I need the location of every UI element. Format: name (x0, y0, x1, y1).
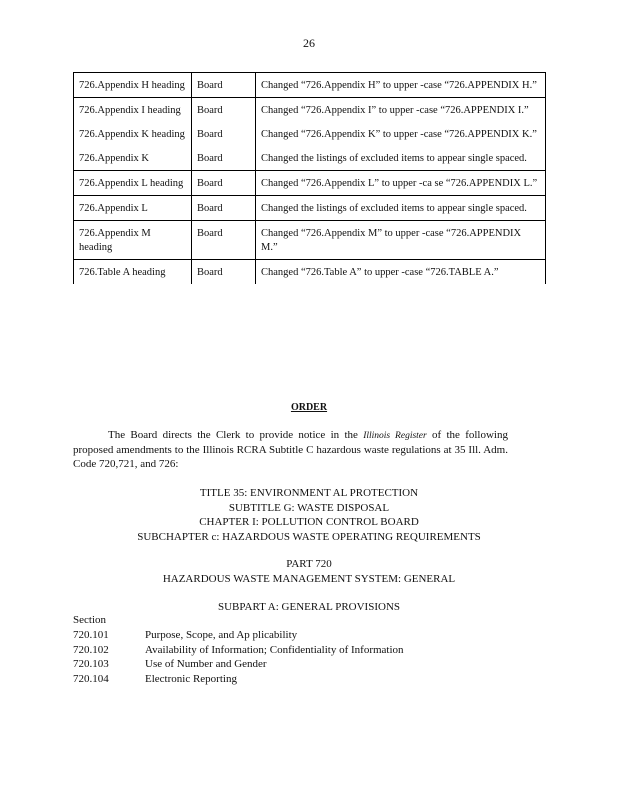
illinois-register: Illinois Register (363, 431, 427, 441)
title-block (0, 486, 618, 544)
subchapter-line: SUBCHAPTER c: HAZARDOUS WASTE OPERATING REQUIREMENTS (137, 530, 481, 543)
action-cell: Changed “726.Appendix M” to upper -case “726.APPENDIX M.” (256, 221, 546, 260)
table-row (74, 73, 546, 98)
source-cell: Board (192, 260, 256, 285)
page-number: 26 (303, 36, 315, 50)
section-cell: 726.Appendix I heading (74, 98, 192, 123)
part-title-line: HAZARDOUS WASTE MANAGEMENT SYSTEM: GENERAL (162, 572, 456, 585)
section-row (73, 657, 404, 672)
section-title: Purpose, Scope, and Ap plicability (145, 629, 298, 641)
action-cell: Changed “726.Appendix L” to upper -ca se “726.APPENDIX L.” (256, 171, 546, 196)
table-row (74, 171, 546, 196)
section-cell: 726.Appendix M heading (74, 221, 192, 260)
section-cell: 726.Appendix K (74, 146, 192, 171)
section-cell: 726.Appendix H heading (74, 73, 192, 98)
table-row (74, 221, 546, 260)
chapter-line: CHAPTER I: POLLUTION CONTROL BOARD (199, 516, 419, 528)
part-block (0, 557, 618, 586)
action-cell: Changed the listings of excluded items to appear single spaced. (256, 196, 546, 221)
section-cell: 726.Table A heading (74, 260, 192, 285)
source-cell: Board (192, 146, 256, 171)
order-title: ORDER (290, 402, 328, 413)
section-cell: 726.Appendix L heading (74, 171, 192, 196)
section-cell: 726.Appendix L (74, 196, 192, 221)
subtitle-line: SUBTITLE G: WASTE DISPOSAL (228, 501, 390, 514)
action-cell: Changed “726.Table A” to upper -case “726.TABLE A.” (256, 260, 546, 285)
subpart-line: SUBPART A: GENERAL PROVISIONS (218, 601, 400, 613)
section-cell: 726.Appendix K heading (74, 122, 192, 146)
section-label: Section (73, 614, 106, 626)
action-cell: Changed “726.Appendix I” to upper -case “726.APPENDIX I.” (256, 98, 546, 123)
source-cell: Board (192, 98, 256, 123)
title-line: TITLE 35: ENVIRONMENT AL PROTECTION (199, 487, 419, 499)
source-cell: Board (192, 73, 256, 98)
section-row (73, 643, 404, 658)
section-number: 720.101 (73, 629, 109, 641)
action-cell: Changed “726.Appendix K” to upper -case “726.APPENDIX K.” (256, 122, 546, 146)
table-row (74, 122, 546, 146)
order-paragraph: The Board directs the Clerk to provide notice in the Illinois Register of the following proposed amendments to the Illinois RCRA Subtitle C hazardous waste regulations at 35 Ill. Adm. Code 720,721, and 726: (73, 429, 508, 470)
table-row (74, 146, 546, 171)
section-title: Availability of Information; Confidentiality of Information (145, 643, 404, 656)
source-cell: Board (192, 196, 256, 221)
source-cell: Board (192, 122, 256, 146)
section-number: 720.102 (73, 643, 109, 656)
section-number: 720.104 (73, 672, 109, 685)
section-number: 720.103 (73, 658, 109, 670)
table-row (74, 98, 546, 123)
section-title: Electronic Reporting (145, 672, 237, 685)
action-cell: Changed “726.Appendix H” to upper -case “726.APPENDIX H.” (256, 73, 546, 98)
table-row (74, 196, 546, 221)
section-title: Use of Number and Gender (145, 658, 267, 670)
table-row (74, 260, 546, 285)
amendments-table (73, 72, 546, 284)
source-cell: Board (192, 221, 256, 260)
part-line: PART 720 (286, 558, 332, 570)
section-row (73, 672, 404, 687)
source-cell: Board (192, 171, 256, 196)
section-row (73, 628, 404, 643)
section-list (73, 628, 404, 686)
action-cell: Changed the listings of excluded items to appear single spaced. (256, 146, 546, 171)
